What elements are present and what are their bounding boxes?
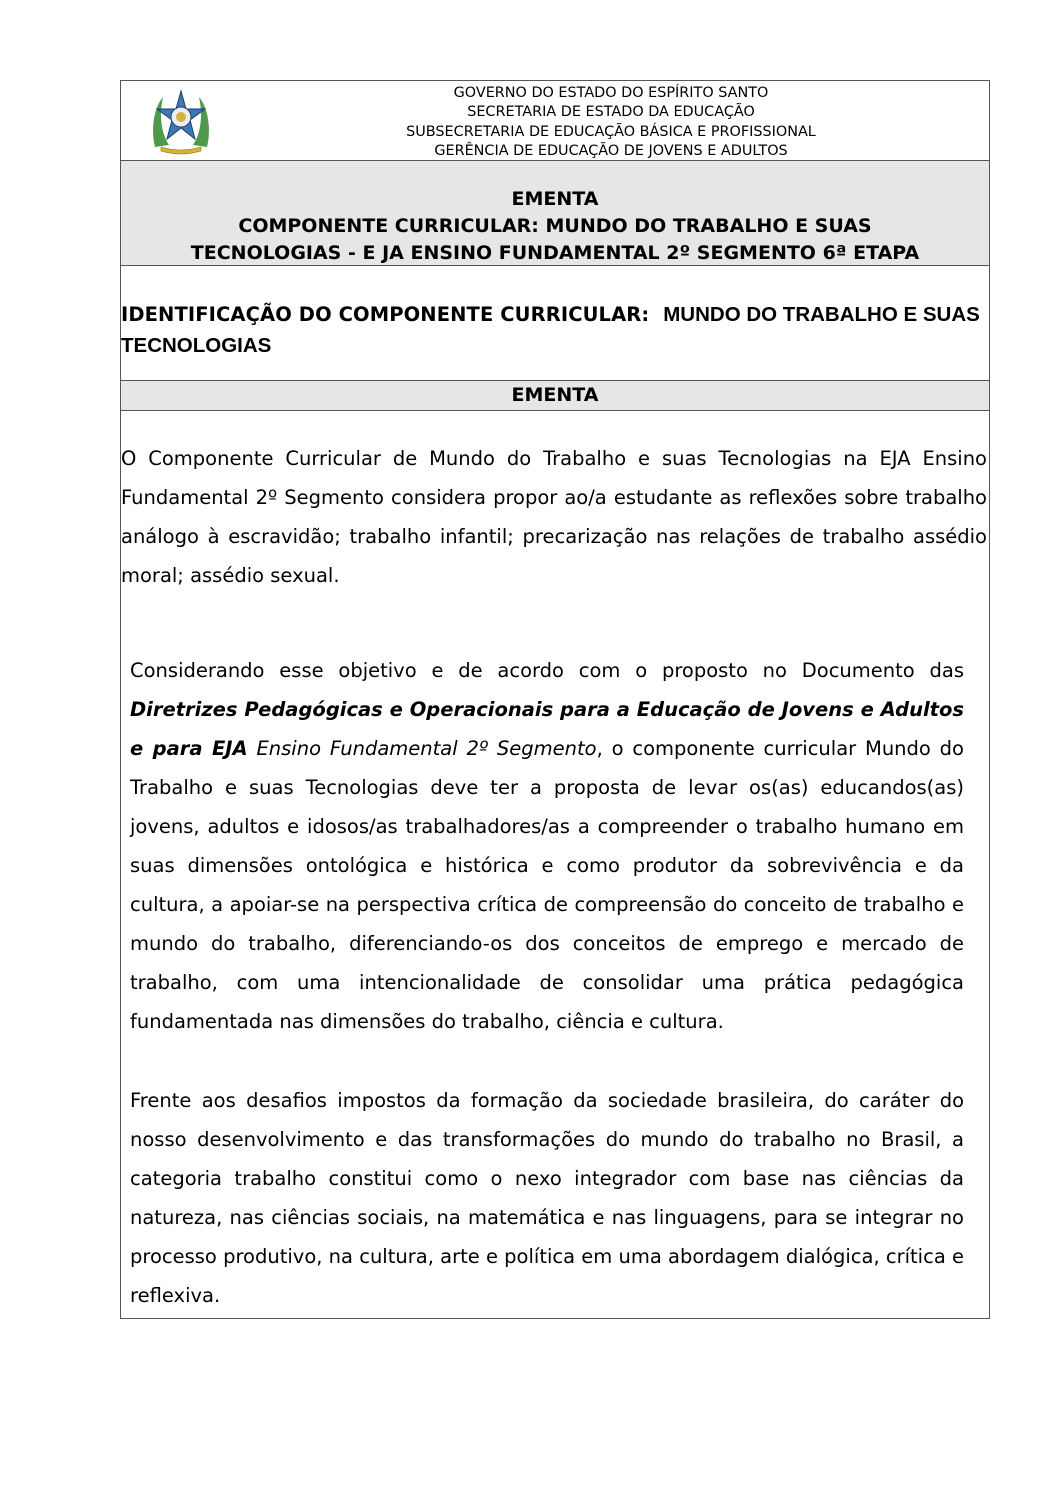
document-frame [120,80,990,1319]
guidelines-reference: Diretrizes Pedagógicas e Operacionais para a Educação de Jovens e Adultos e para EJA [130,698,964,760]
identification-text [121,299,983,361]
title-line: EMENTA [511,188,599,210]
header-line: SECRETARIA DE ESTADO DA EDUCAÇÃO [467,104,755,121]
document-title [121,186,989,267]
ementa-paragraph-2 [130,651,964,1041]
coat-of-arms-icon [147,87,215,155]
header-row [121,81,989,161]
ementa-heading-row [121,381,989,411]
ementa-heading: EMENTA [511,384,599,406]
paragraph-2-rest: , o componente curricular Mundo do Trabalho e suas Tecnologias deve ter a proposta de levar os(as) educandos(as) jovens, adultos e idosos/as trabalhadores/as a compreender o trabalho humano em suas dimensões ontológica e histórica e como produtor da sobrevivência e da cultura, a apoiar-se na perspectiva crítica de compreensão do conceito de trabalho e mundo do trabalho, diferenciando-os dos conceitos de emprego e mercado de trabalho, com uma intencionalidade de consolidar uma prática pedagógica fundamentada nas dimensões do trabalho, ciência e cultura. [130,737,964,1033]
paragraph-2-intro: Considerando esse objetivo e de acordo com o proposto no Documento das [130,659,964,682]
title-line: TECNOLOGIAS - E JA ENSINO FUNDAMENTAL 2º SEGMENTO 6ª ETAPA [190,242,920,264]
government-header [241,84,981,161]
ementa-paragraph-3: Frente aos desafios impostos da formação da sociedade brasileira, do caráter do nosso desenvolvimento e das transformações do mundo do trabalho no Brasil, a categoria trabalho constitui como o nexo integrador com base nas ciências da natureza, nas ciências sociais, na matemática e nas linguagens, para se integrar no processo produtivo, na cultura, arte e política em uma abordagem dialógica, crítica e reflexiva. [130,1089,964,1307]
title-line: COMPONENTE CURRICULAR: MUNDO DO TRABALHO E SUAS [238,215,872,237]
header-line: SUBSECRETARIA DE EDUCAÇÃO BÁSICA E PROFISSIONAL [406,123,816,140]
header-line: GOVERNO DO ESTADO DO ESPÍRITO SANTO [453,85,769,101]
identification-value: MUNDO DO TRABALHO E SUAS TECNOLOGIAS [121,303,980,357]
header-line: GERÊNCIA DE EDUCAÇÃO DE JOVENS E ADULTOS [434,142,788,159]
ementa-paragraph-1: O Componente Curricular de Mundo do Trabalho e suas Tecnologias na EJA Ensino Fundamental 2º Segmento considera propor ao/a estudante as reflexões sobre trabalho análogo à escravidão; trabalho infantil; precarização nas relações de trabalho assédio moral; assédio sexual. [121,447,987,587]
segment-reference: Ensino Fundamental 2º Segmento [247,737,597,760]
identification-label: IDENTIFICAÇÃO DO COMPONENTE CURRICULAR: [121,303,650,326]
identification-row [121,266,989,381]
title-row [121,161,989,266]
